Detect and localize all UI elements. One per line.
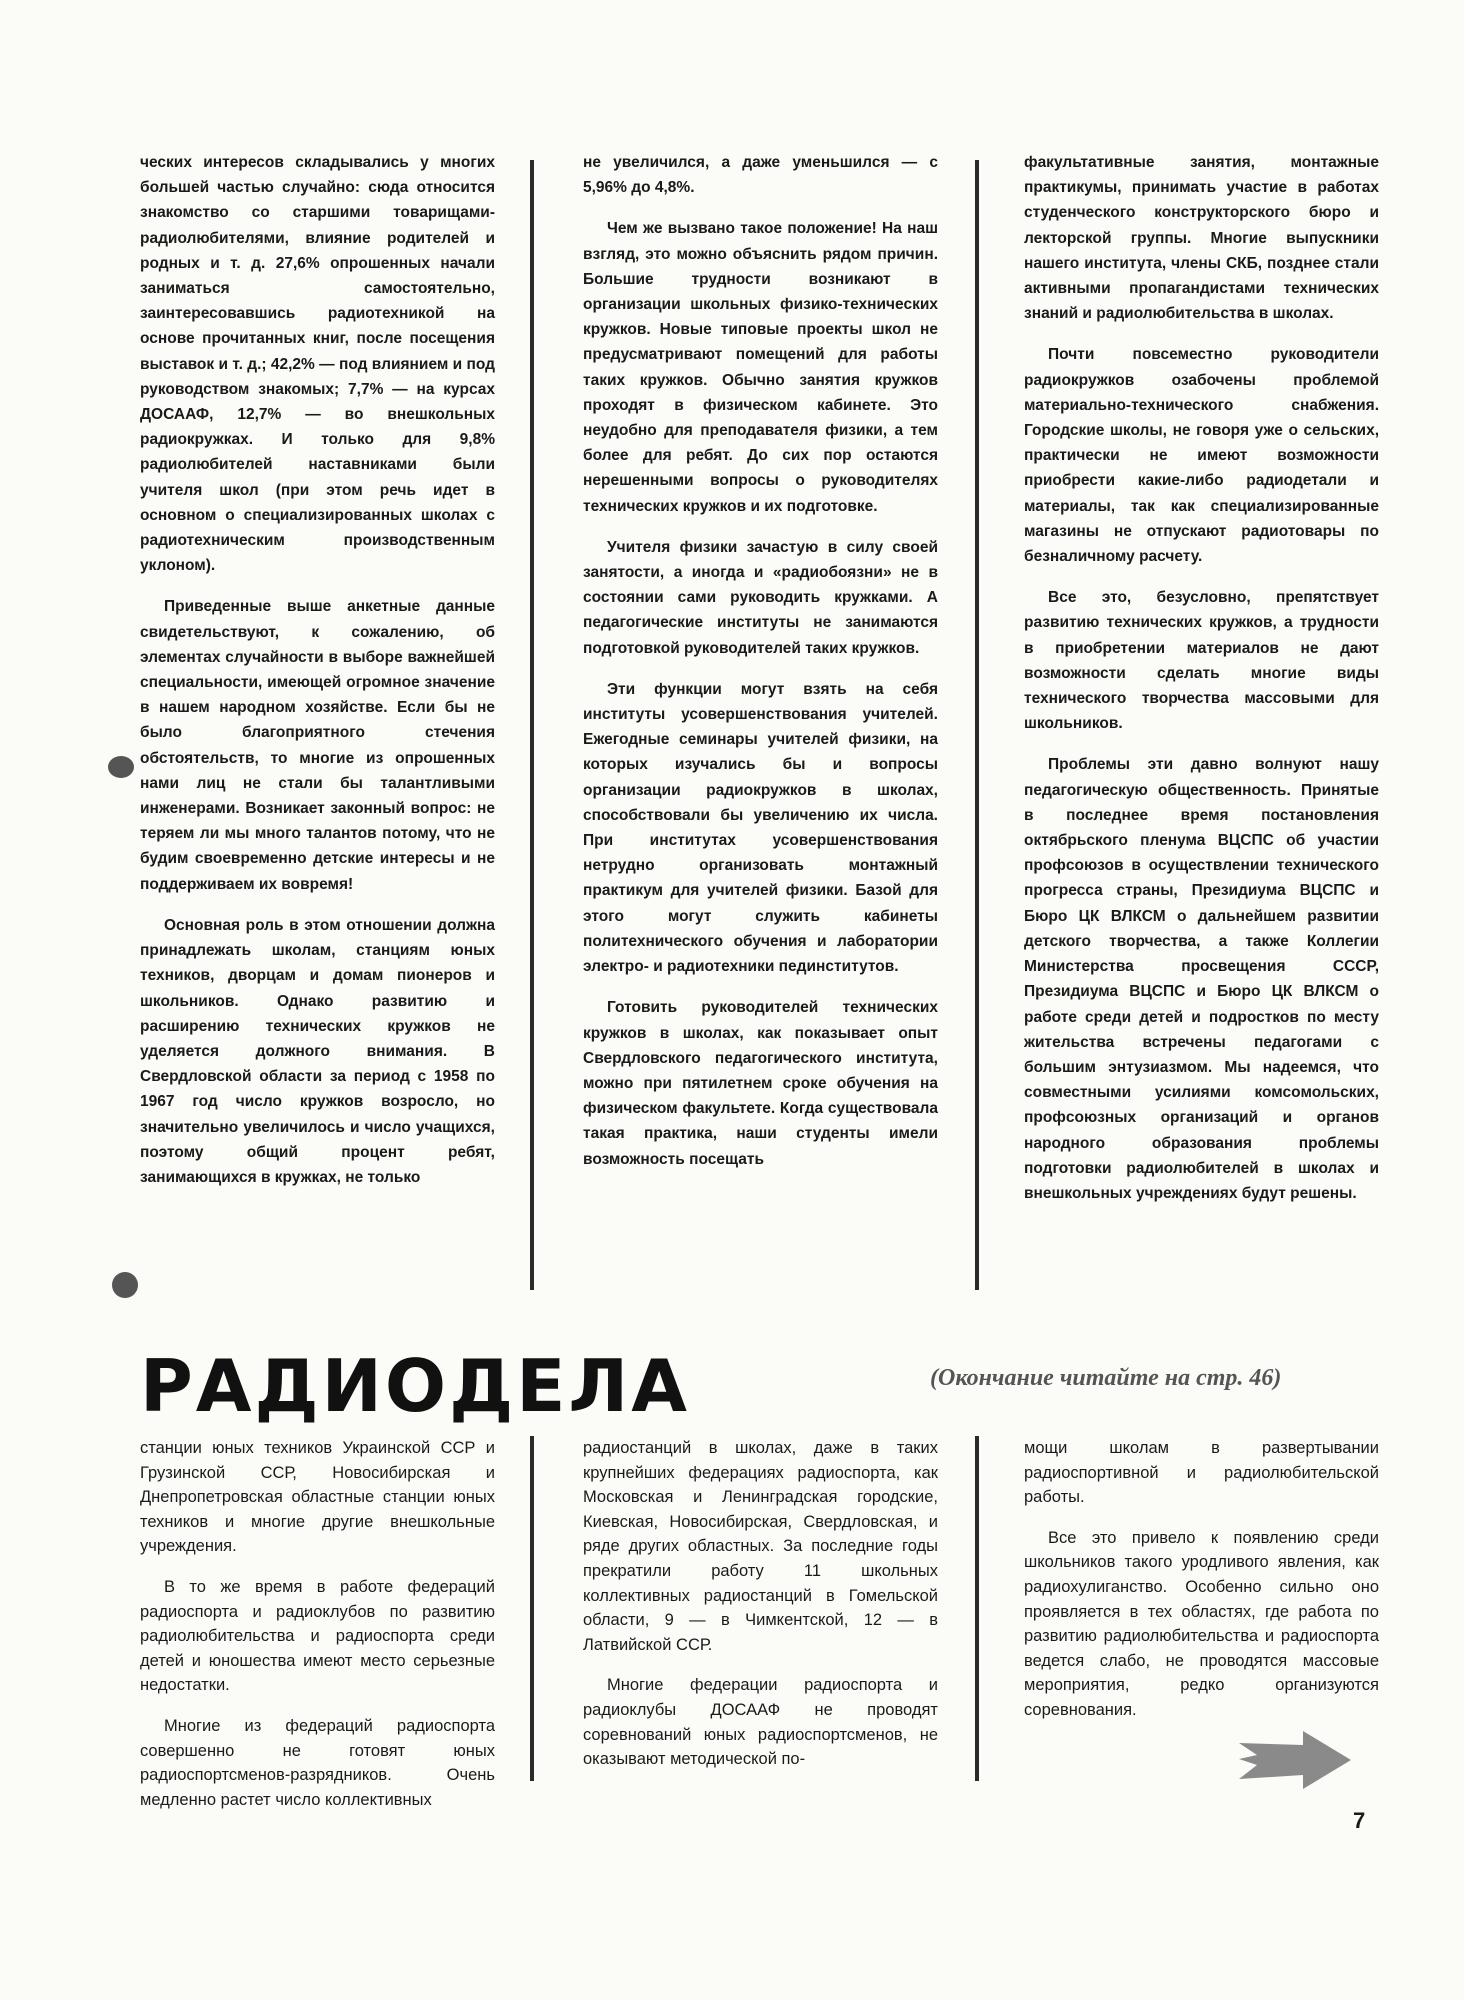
article-column-2 xyxy=(583,150,938,1188)
paragraph: Все это, безусловно, препятствует развитию технических кружков, а трудности в приобретении материалов не дают возможности сделать многие виды технического творчества массовыми для школьников. xyxy=(1024,589,1379,733)
article-column-3 xyxy=(1024,150,1379,1222)
column-divider xyxy=(975,160,979,1290)
paragraph: ческих интересов складывались у многих большей частью случайно: сюда относится знакомство со старшими товарищами-радиолюбителями, влияние родителей и родных и т. д. 27,6% опрошенных начали заниматься самостоятельно, заинтересовавшись радиотехникой на основе прочитанных книг, после посещения выставок и т. д.; 42,2% — под влиянием и под руководством знакомых; 7,7% — на курсах ДОСААФ, 12,7% — во внешкольных радиокружках. И только для 9,8% радиолюбителей наставниками были учителя школ (при этом речь идет в основном о специализированных школах с радиотехническим производственным уклоном). xyxy=(140,154,495,575)
paragraph: Чем же вызвано такое положение! На наш взгляд, это можно объяснить рядом причин. Большие трудности возникают в организации школьных физико-технических кружков. Новые типовые проекты школ не предусматривают помещений для работы таких кружков. Обычно занятия кружков проходят в физическом кабинете. Это неудобно для преподавателя физики, а тем более для ребят. До сих пор остаются нерешенными вопросы о руководителях технических кружков и их подготовке. xyxy=(583,220,938,515)
paragraph: радиостанций в школах, даже в таких крупнейших федерациях радиоспорта, как Московская и Ленинградская городские, Киевская, Новосибирская, Свердловская, и ряде других областных. За последние годы прекратили работу 11 школьных коллективных радиостанций в Гомельской области, 9 — в Чимкентской, 12 — в Латвийской ССР. xyxy=(583,1439,938,1654)
paragraph: факультативные занятия, монтажные практикумы, принимать участие в работах студенческого конструкторского бюро и лекторской группы. Многие выпускники нашего института, члены СКБ, позднее стали активными пропагандистами технических знаний и радиолюбительства в школах. xyxy=(1024,154,1379,323)
paragraph: Все это привело к появлению среди школьников такого уродливого явления, как радиохулиганство. Особенно сильно оно проявляется в тех областях, где работа по развитию радиолюбительства и радиоспорта ведется слабо, не проводятся массовые мероприятия, редко организуются соревнования. xyxy=(1024,1528,1379,1719)
paragraph: станции юных техников Украинской ССР и Грузинской ССР, Новосибирская и Днепропетровская областные станции юных техников и многие другие внешкольные учреждения. xyxy=(140,1439,495,1556)
paragraph: Основная роль в этом отношении должна принадлежать школам, станциям юных техников, дворцам и домам пионеров и школьников. Однако развитию и расширению технических кружков не уделяется должного внимания. В Свердловской области за период с 1958 по 1967 год число кружков возросло, но значительно увеличилось и число учащихся, поэтому общий процент ребят, занимающихся в кружках, не только xyxy=(140,916,495,1186)
bottom-column-3 xyxy=(1024,1436,1379,1739)
continued-note: (Окончание читайте на стр. 46) xyxy=(930,1365,1282,1391)
paragraph: Проблемы эти давно волнуют нашу педагогическую общественность. Принятые в последнее время постановления октябрьского пленума ВЦСПС об участии профсоюзов в осуществлении технического прогресса страны, Президиума ВЦСПС и Бюро ЦК ВЛКСМ о дальнейшем развитии детского творчества, а также Коллегии Министерства просвещения СССР, Президиума ВЦСПС и Бюро ЦК ВЛКСМ о работе среди детей и подростков по месту жительства встречены педагогами с большим энтузиазмом. Мы надеемся, что совместными усилиями комсомольских, профсоюзных организаций и органов народного образования проблемы подготовки радиолюбителей в школах и внешкольных учреждениях будут решены. xyxy=(1024,756,1379,1202)
paragraph: Учителя физики зачастую в силу своей занятости, а иногда и «радиобоязни» не в состоянии сами руководить кружками. А педагогические институты не занимаются подготовкой руководителей таких кружков. xyxy=(583,538,938,657)
column-divider xyxy=(975,1436,979,1781)
paragraph: Многие федерации радиоспорта и радиоклубы ДОСААФ не проводят соревнований юных радиоспортсменов, не оказывают методической по- xyxy=(583,1676,938,1769)
bottom-column-2 xyxy=(583,1436,938,1788)
paragraph: мощи школам в развертывании радиоспортивной и радиолюбительской работы. xyxy=(1024,1439,1379,1507)
bottom-column-1 xyxy=(140,1436,495,1828)
scan-blot xyxy=(108,756,134,778)
page-number: 7 xyxy=(1353,1808,1366,1833)
article-column-1 xyxy=(140,150,495,1206)
column-divider xyxy=(530,1436,534,1781)
column-divider xyxy=(530,160,534,1290)
paragraph: Почти повсеместно руководители радиокружков озабочены проблемой материально-технического снабжения. Городские школы, не говоря уже о сельских, практически не имеют возможности приобрести какие-либо радиодетали и материалы, так как специализированные магазины не отпускают радиотовары по безналичному расчету. xyxy=(1024,346,1379,566)
paragraph: Эти функции могут взять на себя институты усовершенствования учителей. Ежегодные семинары учителей физики, на которых изучались бы и вопросы организации радиокружков в школах, способствовали бы увеличению их числа. При институтах усовершенствования нетрудно организовать монтажный практикум для учителей физики. Базой для этого могут служить кабинеты политехнического обучения и лаборатории электро- и радиотехники пединститутов. xyxy=(583,680,938,976)
scan-blot xyxy=(112,1272,138,1298)
headline: РАДИОДЕЛА xyxy=(140,1344,690,1428)
paragraph: Многие из федераций радиоспорта совершенно не готовят юных радиоспортсменов-разрядников. Очень медленно растет число коллективных xyxy=(140,1716,495,1809)
paragraph: В то же время в работе федераций радиоспорта и радиоклубов по развитию радиолюбительства и радиоспорта среди детей и юношества имеют место серьезные недостатки. xyxy=(140,1577,495,1695)
paragraph: Приведенные выше анкетные данные свидетельствуют, к сожалению, об элементах случайности в выборе важнейшей специальности, имеющей огромное значение в нашем народном хозяйстве. Если бы не было благоприятного стечения обстоятельств, то многие из опрошенных нами лиц не стали бы талантливыми инженерами. Возникает законный вопрос: не теряем ли мы много талантов потому, что не будим своевременно детские интересы и не поддерживаем их вовремя! xyxy=(140,598,495,893)
paragraph: Готовить руководителей технических кружков в школах, как показывает опыт Свердловского педагогического института, можно при пятилетнем сроке обучения на физическом факультете. Когда существовала такая практика, наши студенты имели возможность посещать xyxy=(583,999,938,1168)
arrow-right-icon xyxy=(1235,1725,1355,1795)
paragraph: не увеличился, а даже уменьшился — с 5,96% до 4,8%. xyxy=(583,154,938,197)
